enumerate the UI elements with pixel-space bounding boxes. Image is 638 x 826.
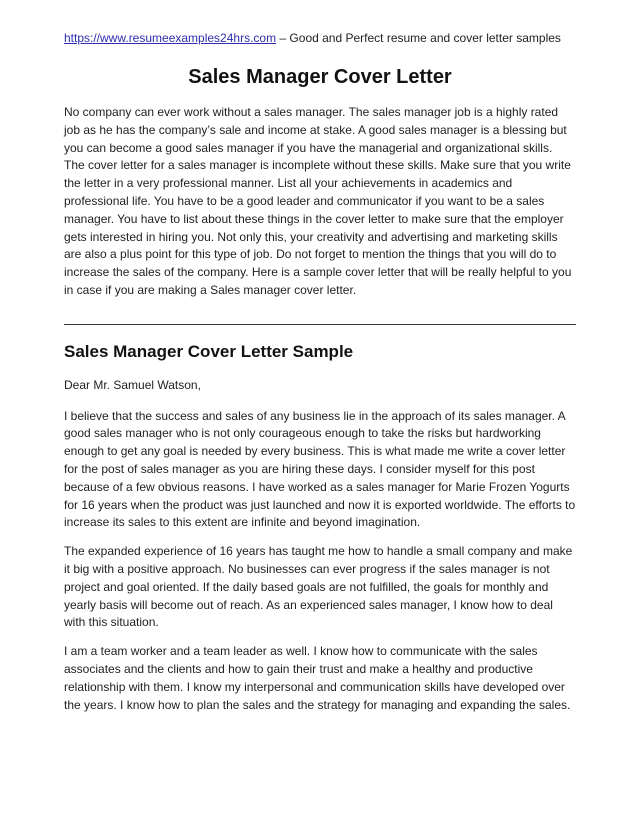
intro-paragraph: No company can ever work without a sales manager. The sales manager job is a highly rated job as he has the company’s sale and income at stake. A good sales manager is a blessing but you can become a good sales manager if you have the managerial and organizational skills. The cover letter for a sales manager is incomplete without these skills. Make sure that you write the letter in a very professional manner. List all your achievements in academics and professional life. You have to be a good leader and communicator if you want to be a sales manager. You have to list about these things in the cover letter to make sure that the employer gets interested in hiring you. Not only this, your creativity and advertising and marketing skills are also a plus point for this type of job. Do not forget to mention the things that you will do to increase the sales of the company. Here is a sample cover letter that will be really helpful to you in case if you are making a Sales manager cover letter.: [64, 105, 572, 297]
source-line: [64, 30, 576, 46]
letter-paragraph-2: The expanded experience of 16 years has taught me how to handle a small company and make it big with a positive approach. No businesses can ever progress if the sales manager is not project and goal oriented. If the daily based goals are not fulfilled, the goals for monthly and yearly basis will become out of reach. As an experienced sales manager, I know how to deal with this situation.: [64, 544, 573, 630]
letter-paragraph-1: I believe that the success and sales of any business lie in the approach of its sales manager. A good sales manager who is not only courageous enough to take the risks but hardworking enough to get any goal is needed by every business. This is what made me write a cover letter for the post of sales manager as you are hiring these days. I consider myself for this post because of a few obvious reasons. I have worked as a sales manager for Marie Frozen Yogurts for 16 years when the product was just launched and now it is exported worldwide. The efforts to increase its sales to this extent are infinite and beyond imagination.: [64, 408, 576, 530]
letter-paragraph-3: I am a team worker and a team leader as well. I know how to communicate with the sales associates and the clients and how to gain their trust and make a healthy and productive relationship with them. I know my interpersonal and communication skills have developed over the years. I know how to plan the sales and the strategy for managing and expanding the sales.: [64, 644, 571, 712]
source-link[interactable]: https://www.resumeexamples24hrs.com: [64, 31, 277, 45]
section-divider: [64, 324, 576, 325]
page-title: Sales Manager Cover Letter: [188, 66, 452, 88]
sample-section-heading: Sales Manager Cover Letter Sample: [64, 341, 354, 361]
source-line-suffix: – Good and Perfect resume and cover letter samples: [276, 31, 561, 45]
salutation: Dear Mr. Samuel Watson,: [64, 377, 201, 392]
